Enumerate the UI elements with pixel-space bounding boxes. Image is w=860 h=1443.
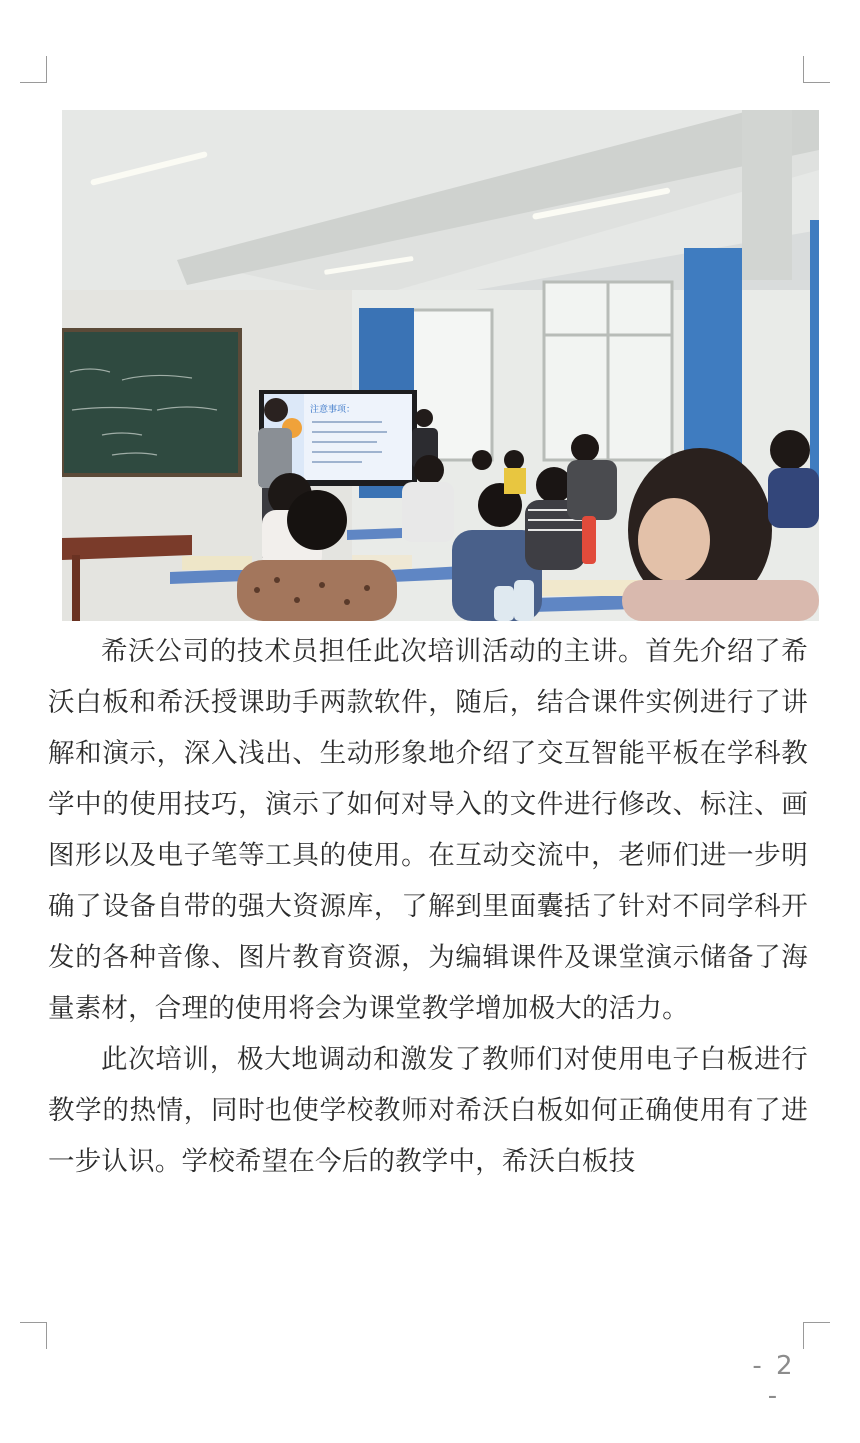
screen-heading: 注意事项： [310,405,356,415]
paragraph-2: 此次培训，极大地调动和激发了教师们对使用电子白板进行教学的热情，同时也使学校教师对希沃白板如何正确使用有了进一步认识。学校希望在今后的教学中，希沃白板技 [48,1044,808,1177]
crop-mark-top-left [20,56,47,83]
crop-mark-bottom-left [20,1322,47,1349]
crop-mark-top-right [803,56,830,83]
classroom-photo [62,110,819,621]
paragraph-1: 希沃公司的技术员担任此次培训活动的主讲。首先介绍了希沃白板和希沃授课助手两款软件，随后，结合课件实例进行了讲解和演示，深入浅出、生动形象地介绍了交互智能平板在学科教学中的使用技巧，演示了如何对导入的文件进行修改、标注、画图形以及电子笔等工具的使用。在互动交流中，老师们进一步明确了设备自带的强大资源库，了解到里面囊括了针对不同学科开发的各种音像、图片教育资源，为编辑课件及课堂演示储备了海量素材，合理的使用将会为课堂教学增加极大的活力。 [48,636,808,1024]
page-number: - 2 - [752,1351,796,1411]
crop-mark-bottom-right [803,1322,830,1349]
body-text [48,626,808,1187]
